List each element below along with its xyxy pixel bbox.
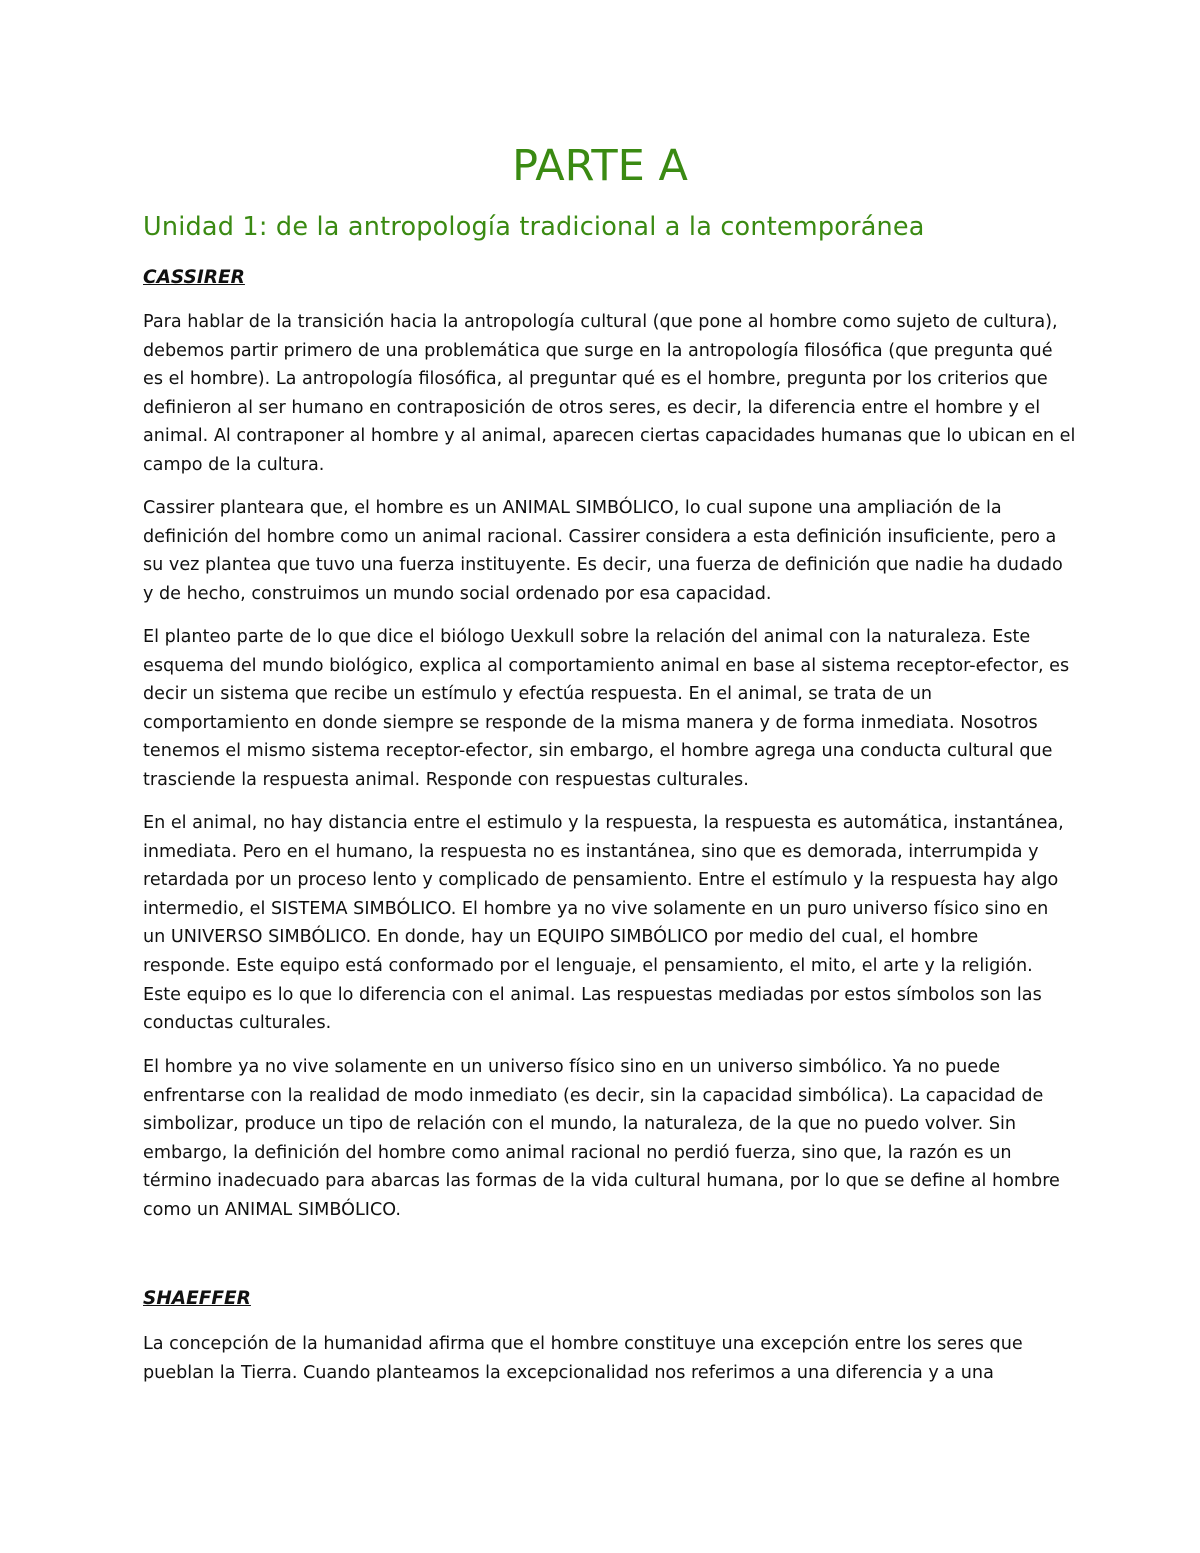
paragraph-line: inmediata. Pero en el humano, la respuesta no es instantánea, sino que es demorada, interrumpida y (143, 841, 1039, 862)
paragraph-line: decir un sistema que recibe un estímulo y efectúa respuesta. En el animal, se trata de un (143, 684, 933, 705)
paragraph-line: trasciende la respuesta animal. Responde con respuestas culturales. (143, 769, 749, 790)
paragraph-line: Este equipo es lo que lo diferencia con el animal. Las respuestas mediadas por estos símbolos son las (143, 984, 1042, 1005)
paragraph-line: En el animal, no hay distancia entre el estimulo y la respuesta, la respuesta es automática, instantánea, (143, 813, 1064, 833)
paragraph-line: su vez plantea que tuvo una fuerza instituyente. Es decir, una fuerza de definición que nadie ha dudado (143, 555, 1063, 576)
paragraph-line: embargo, la definición del hombre como animal racional no perdió fuerza, sino que, la razón es un (143, 1142, 1012, 1163)
paragraph (143, 308, 1093, 480)
paragraph-line: La concepción de la humanidad afirma que el hombre constituye una excepción entre los seres que (143, 1334, 1023, 1354)
paragraph (143, 623, 1093, 795)
paragraph (143, 1330, 1093, 1387)
paragraph-line: un UNIVERSO SIMBÓLICO. En donde, hay un EQUIPO SIMBÓLICO por medio del cual, el hombre (143, 927, 979, 948)
paragraph-line: simbolizar, produce un tipo de relación con el mundo, la naturaleza, de la que no puedo volver. Sin (143, 1114, 1017, 1135)
paragraph (143, 809, 1093, 1038)
paragraph-line: debemos partir primero de una problemática que surge en la antropología filosófica (que pregunta qué (143, 340, 1053, 361)
paragraph-line: tenemos el mismo sistema receptor-efector, sin embargo, el hombre agrega una conducta cultural que (143, 741, 1053, 762)
paragraph (143, 1053, 1093, 1225)
paragraph-line: es el hombre). La antropología filosófica, al preguntar qué es el hombre, pregunta por los criterios que (143, 369, 1048, 390)
paragraph-line: definieron al ser humano en contraposición de otros seres, es decir, la diferencia entre el hombre y el (143, 397, 1041, 418)
paragraph-line: enfrentarse con la realidad de modo inmediato (es decir, sin la capacidad simbólica). La capacidad de (143, 1085, 1044, 1106)
paragraph-line: El hombre ya no vive solamente en un universo físico sino en un universo simbólico. Ya no puede (143, 1057, 1001, 1077)
paragraph-line: retardada por un proceso lento y complicado de pensamiento. Entre el estímulo y la respuesta hay algo (143, 870, 1059, 891)
paragraph-line: responde. Este equipo está conformado por el lenguaje, el pensamiento, el mito, el arte y la religión. (143, 955, 1033, 976)
paragraph-line: Cassirer planteara que, el hombre es un ANIMAL SIMBÓLICO, lo cual supone una ampliación de la (143, 498, 1002, 518)
paragraph-line: Para hablar de la transición hacia la antropología cultural (que pone al hombre como sujeto de cultura), (143, 312, 1058, 332)
paragraph-line: campo de la cultura. (143, 454, 325, 475)
paragraph-line: El planteo parte de lo que dice el biólogo Uexkull sobre la relación del animal con la naturaleza. Este (143, 627, 1031, 647)
page-title: PARTE A (512, 141, 688, 191)
paragraph-line: definición del hombre como un animal racional. Cassirer considera a esta definición insuficiente, pero a (143, 526, 1057, 547)
paragraph-line: conductas culturales. (143, 1013, 332, 1034)
paragraph-line: animal. Al contraponer al hombre y al animal, aparecen ciertas capacidades humanas que lo ubican en el (143, 426, 1076, 447)
section-heading-cassirer: CASSIRER (143, 267, 245, 288)
paragraph-line: como un ANIMAL SIMBÓLICO. (143, 1199, 401, 1220)
paragraph-line: comportamiento en donde siempre se responde de la misma manera y de forma inmediata. Nosotros (143, 712, 1038, 733)
paragraph-line: intermedio, el SISTEMA SIMBÓLICO. El hombre ya no vive solamente en un puro universo físico sino en (143, 898, 1049, 919)
paragraph (143, 494, 1093, 608)
paragraph-line: y de hecho, construimos un mundo social ordenado por esa capacidad. (143, 583, 772, 604)
paragraph-line: pueblan la Tierra. Cuando planteamos la excepcionalidad nos referimos a una diferencia y a una (143, 1362, 994, 1383)
paragraph-line: término inadecuado para abarcas las formas de la vida cultural humana, por lo que se define al hombre (143, 1171, 1060, 1192)
section-heading-shaeffer: SHAEFFER (143, 1288, 251, 1309)
unit-subtitle: Unidad 1: de la antropología tradicional a la contemporánea (143, 212, 925, 242)
paragraph-line: esquema del mundo biológico, explica al comportamiento animal en base al sistema receptor-efector, es (143, 655, 1070, 676)
